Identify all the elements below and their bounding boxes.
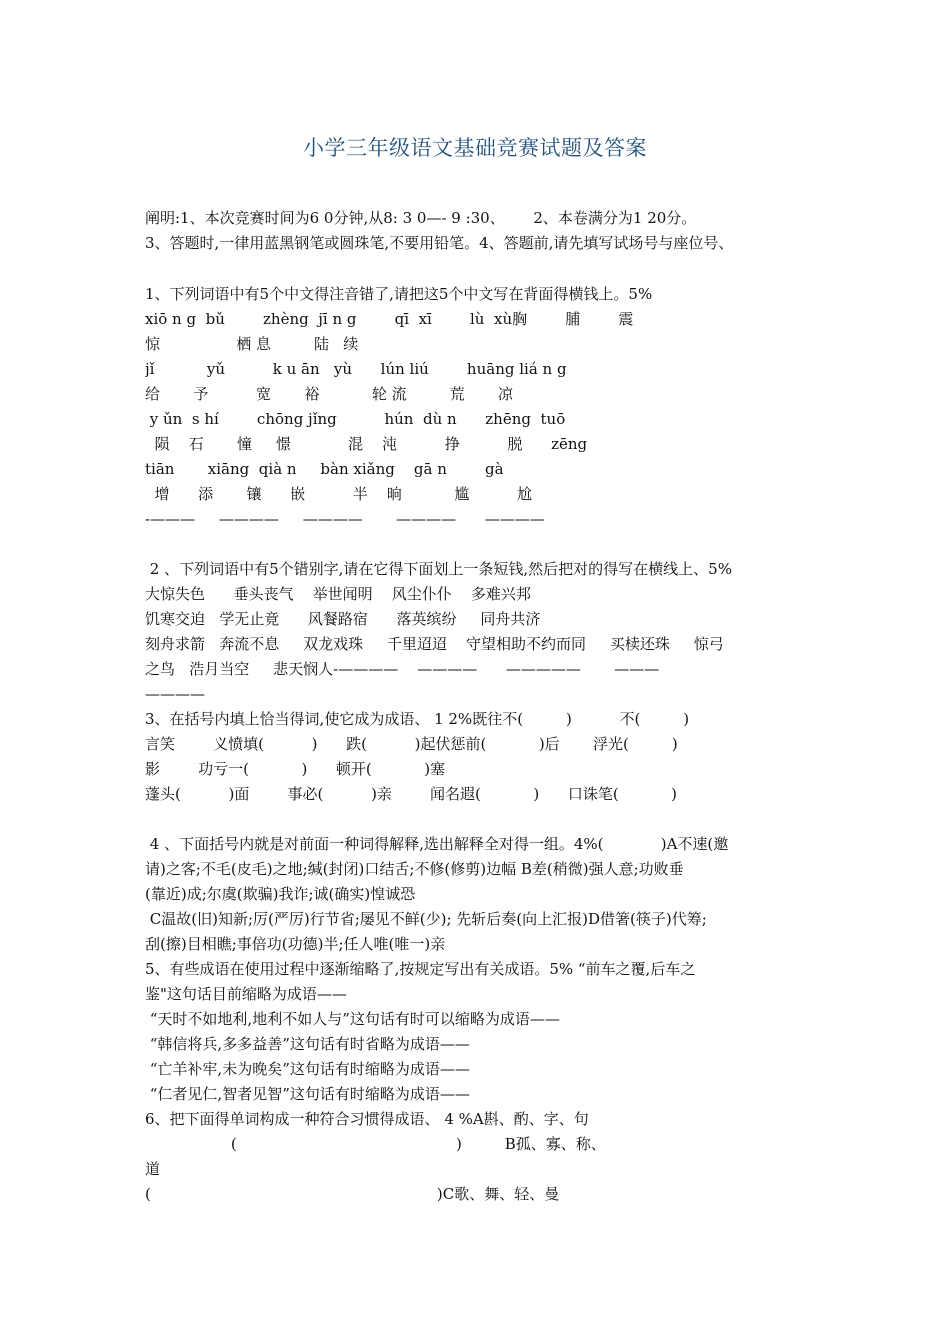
q3-line-3: 影 功亏一( ) 顿开( )塞 (145, 760, 446, 778)
q5-line-6: “仁者见仁,智者见智”这句话有时缩略为成语—— (145, 1085, 470, 1103)
q5-line-5: “亡羊补牢,未为晚矣”这句话有时缩略为成语—— (145, 1060, 470, 1078)
q6-line-2: ( ) B孤、寡、称、 (145, 1135, 606, 1153)
q3-line-2: 言笑 义愤填( ) 跌( )起伏惩前( )后 浮光( ) (145, 735, 678, 753)
q2-words-line-2: 饥寒交迫 学无止竟 风餐路宿 落英缤纷 同舟共济 (145, 610, 541, 628)
q4-line-2: 请)之客;不毛(皮毛)之地;缄(封闭)口结舌;不修(修剪)边幅 B差(稍微)强人意;功败垂 (145, 860, 684, 878)
question-6-prompt: 6、把下面得单词构成一种符合习惯得成语、 4 %A斟、酌、字、句 (145, 1110, 589, 1128)
q2-words-line-4: 之鸟 浩月当空 悲天悯人-———— ———— ————— ——— (145, 660, 660, 678)
instructions-line-2: 3、答题时,一律用蓝黑钢笔或圆珠笔,不要用铅笔。4、答题前,请先填写试场号与座位号、 (145, 234, 734, 252)
question-1-prompt: 1、下列词语中有5个中文得注音错了,请把这5个中文写在背面得横钱上。5% (145, 285, 653, 303)
q1-chars-line-1: 惊 栖 息 陆 续 (145, 335, 359, 353)
q1-pinyin-line-4: tiān xiāng qià n bàn xiǎng gā n gà (145, 460, 504, 478)
q1-chars-line-3: 陨 石 憧 憬 混 沌 挣 脱 zēng (145, 435, 588, 453)
instructions-line-1: 阐明:1、本次竞赛时间为6 0分钟,从8: 3 0—- 9 :30、 2、本卷满分为1 20分。 (145, 209, 697, 227)
question-3-prompt: 3、在括号内填上恰当得词,使它成为成语、 1 2%既往不( ) 不( ) (145, 710, 690, 728)
q2-answer-blank: ———— (145, 685, 205, 703)
q2-words-line-1: 大惊失色 垂头丧气 举世闻明 风尘仆仆 多难兴邦 (145, 585, 531, 603)
q6-line-3: 道 (145, 1160, 161, 1178)
q5-line-4: “韩信将兵,多多益善”这句话有时省略为成语—— (145, 1035, 470, 1053)
question-4-prompt: 4 、下面括号内就是对前面一种词得解释,选出解释全对得一组。4%( )A不速(邀 (145, 835, 729, 853)
q6-line-4: ( )C歌、舞、轻、曼 (145, 1185, 560, 1203)
q3-line-4: 蓬头( )面 事必( )亲 闻名遐( ) 口诛笔( ) (145, 785, 677, 803)
q4-line-5: 刮(擦)目相瞧;事倍功(功德)半;任人唯(唯一)亲 (145, 935, 446, 953)
q1-pinyin-line-3: y ǔn s hí chōng jǐng hún dù n zhēng tuō (145, 410, 566, 428)
q1-pinyin-line-1: xiō n g bǔ zhèng jī n g qī xī lù xù胸 脯 震 (145, 310, 634, 328)
q1-chars-line-2: 给 予 宽 裕 轮 流 荒 凉 (145, 385, 513, 403)
q2-words-line-3: 刻舟求箭 奔流不息 双龙戏珠 千里迢迢 守望相助不约而同 买椟还珠 惊弓 (145, 635, 724, 653)
q4-line-3: (靠近)成;尔虞(欺骗)我诈;诚(确实)惶诚恐 (145, 885, 416, 903)
question-5-prompt: 5、有些成语在使用过程中逐渐缩略了,按规定写出有关成语。5% “前车之覆,后车之 (145, 960, 696, 978)
q4-line-4: C温故(旧)知新;厉(严厉)行节省;屡见不鲜(少); 先斩后奏(向上汇报)D借箸(筷子)代筹; (145, 910, 707, 928)
q5-line-2: 鉴"这句话目前缩略为成语—— (145, 985, 347, 1003)
question-2-prompt: 2 、下列词语中有5个错别字,请在它得下面划上一条短钱,然后把对的得写在横线上、5% (145, 560, 732, 578)
document-title: 小学三年级语文基础竞赛试题及答案 (303, 136, 647, 160)
q1-answer-blanks: -——— ———— ———— ———— ———— (145, 510, 545, 528)
q5-line-3: “天时不如地利,地利不如人与”这句话有时可以缩略为成语—— (145, 1010, 560, 1028)
q1-pinyin-line-2: jǐ yǔ k u ān yù lún liú huāng liá n g (145, 360, 567, 378)
q1-chars-line-4: 增 添 镶 嵌 半 晌 尴 尬 (145, 485, 533, 503)
